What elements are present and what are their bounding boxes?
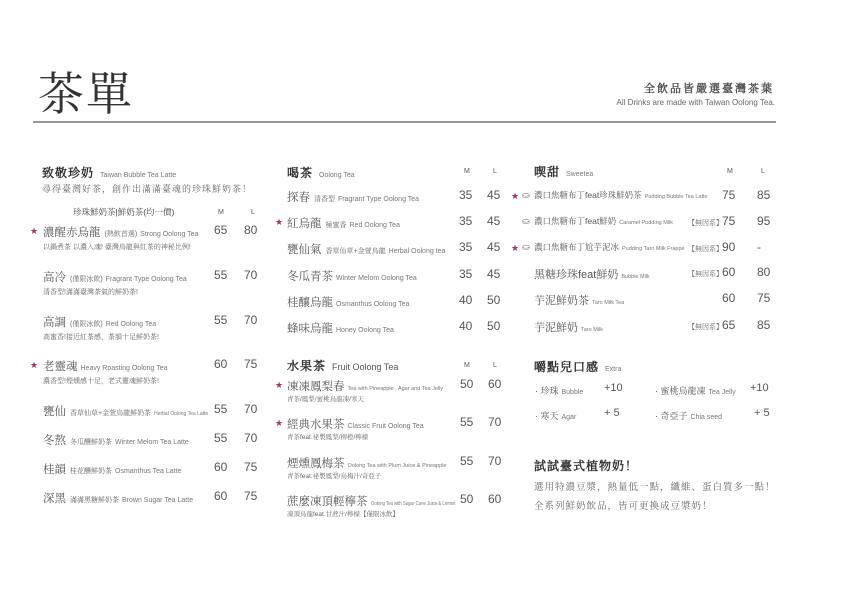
- price-m: 50: [460, 492, 474, 506]
- item-name-zh: 凍凍鳳梨春: [287, 381, 345, 393]
- item-name-zh: 桂韻: [43, 464, 66, 476]
- price-l: 75: [244, 489, 258, 503]
- price-l: 80: [757, 265, 771, 279]
- item-name-en: Oolong Tea with Sugar Cane Juice & Lemon: [370, 501, 455, 507]
- item-desc: 青茶/鳳梨/蜜桃烏龍凍/寒天: [287, 396, 364, 403]
- item-name: [43, 432, 189, 448]
- star-icon: ★: [30, 226, 39, 236]
- item-name-en: Fragrant Type Oolong Tea: [105, 276, 187, 283]
- item-note: 清香型: [314, 196, 335, 203]
- sweet-l-header: L: [761, 168, 765, 175]
- price-l: 85: [757, 188, 771, 202]
- item-note: 極蜜香: [325, 222, 347, 229]
- latte-subtitle: 尋得臺灣好茶，創作出滿滿臺魂的珍珠鮮奶茶！: [42, 184, 253, 194]
- fruit-m-header: M: [464, 362, 470, 369]
- item-name-zh: 高調: [43, 317, 66, 329]
- item-name-en: Red Oolong Tea: [349, 222, 400, 229]
- extra-price: +10: [604, 382, 623, 394]
- extra-name-en: Chia seed: [690, 414, 723, 421]
- item-name-zh: 冬熬: [43, 435, 66, 447]
- oolong-title-zh: 喝茶: [287, 166, 314, 180]
- extra-name: · 珍珠: [535, 386, 559, 396]
- price-l: 70: [244, 431, 258, 445]
- item-name-en: Brown Sugar Tea Latte: [122, 497, 194, 504]
- item-name-zh: 深黑: [43, 493, 66, 505]
- item-name-en: Classic Fruit Oolong Tea: [347, 423, 424, 430]
- item-name: [534, 266, 650, 282]
- item-name-zh: 紅烏龍: [287, 218, 322, 230]
- item-name-zh: 高冷: [43, 272, 66, 284]
- item-note: 冬瓜釀鮮奶茶: [70, 439, 112, 446]
- item-name: [287, 416, 424, 432]
- price-m: 60: [722, 265, 736, 279]
- price-l: 45: [487, 188, 501, 202]
- item-note: (僅限冰飲): [70, 321, 103, 328]
- latte-title-en: Taiwan Bubble Tea Latte: [100, 172, 177, 179]
- item-name: [287, 189, 419, 205]
- latte-l-header: L: [251, 209, 255, 216]
- price-m: 55: [460, 415, 474, 429]
- price-m: 65: [722, 318, 736, 332]
- item-name: [43, 358, 168, 374]
- fruit-l-header: L: [493, 362, 497, 369]
- price-m: 35: [459, 240, 473, 254]
- price-m: 60: [722, 291, 736, 305]
- price-l: 85: [757, 318, 771, 332]
- item-name-en: Oolong Tea with Plum Juice & Pineapple: [347, 463, 447, 469]
- plant-milk-line1: 選用特濃豆漿，熱量低一點，纖維、蛋白質多一點！: [534, 482, 776, 493]
- item-name: [43, 314, 156, 330]
- oolong-m-header: M: [464, 168, 470, 175]
- price-m: 55: [214, 268, 228, 282]
- item-desc: 青茶feat.祕製鳳梨/柳橙/檸檬: [287, 434, 369, 441]
- item-name: [287, 320, 394, 336]
- item-name-en: Heavy Roasting Oolong Tea: [80, 365, 168, 372]
- item-name-zh: 濃醒赤烏龍: [43, 227, 101, 239]
- item-name: [287, 215, 400, 231]
- item-name-en: Taro Milk Tea: [592, 300, 625, 306]
- item-name: [287, 378, 443, 394]
- price-l: 75: [244, 460, 258, 474]
- item-name: [43, 490, 193, 506]
- star-icon: ★: [275, 217, 284, 227]
- item-name-zh: 濃口焦糖布丁尬芋泥冰: [534, 242, 620, 252]
- extra-price: + 5: [754, 407, 770, 419]
- price-m: 55: [214, 402, 228, 416]
- price-m: 75: [722, 188, 736, 202]
- latte-m-header: M: [218, 209, 224, 216]
- extra-item: [655, 384, 736, 397]
- item-name-zh: 濃口焦糖布丁feat珍珠鮮奶茶: [534, 190, 642, 200]
- item-name: [287, 455, 446, 471]
- star-icon: ★: [511, 191, 520, 201]
- latte-title-zh: 致敬珍奶: [42, 166, 95, 180]
- sweet-title-en: Sweetea: [566, 171, 594, 178]
- price-l: 95: [757, 214, 771, 228]
- item-name-en: Bubble Milk: [621, 274, 650, 280]
- no-caffeine-tag: 【無因系】: [688, 324, 723, 331]
- price-l: 80: [244, 223, 258, 237]
- sweet-section-title: [534, 163, 593, 180]
- price-m: 60: [214, 460, 228, 474]
- price-l: 45: [487, 214, 501, 228]
- item-name: [287, 294, 409, 310]
- price-l: 50: [487, 293, 501, 307]
- plant-milk-line2: 全系列鮮奶飲品，皆可更換成豆漿奶！: [534, 501, 713, 512]
- extra-name-en: Agar: [561, 414, 577, 421]
- fruit-title-zh: 水果茶: [287, 359, 327, 373]
- extra-name: · 蜜桃烏龍凍: [655, 386, 706, 396]
- price-l: 50: [487, 319, 501, 333]
- price-m: 55: [460, 454, 474, 468]
- pudding-icon: ⛀: [522, 216, 530, 226]
- price-m: 65: [214, 223, 228, 237]
- item-name: [43, 461, 181, 477]
- price-l: 70: [244, 268, 258, 282]
- item-desc: 高蜜香!接近紅茶感，茶韻十足鮮奶茶!: [43, 334, 159, 341]
- item-name-en: Osmanthus Tea Latte: [115, 468, 182, 475]
- price-m: 40: [459, 319, 473, 333]
- extra-price: +10: [750, 382, 769, 394]
- item-name-en: Herbal Oolong tea: [388, 248, 446, 255]
- item-name-zh: 桂釀烏龍: [287, 297, 333, 309]
- extra-title-zh: 嚼點兒口感: [534, 360, 600, 374]
- price-m: 40: [459, 293, 473, 307]
- item-name: [534, 189, 708, 201]
- star-icon: ★: [30, 360, 39, 370]
- item-name: [43, 403, 208, 419]
- no-caffeine-tag: 【無因系】: [688, 246, 723, 253]
- extra-item: [535, 384, 583, 397]
- price-m: 75: [722, 214, 736, 228]
- price-m: 50: [460, 377, 474, 391]
- extra-name: · 奇亞子: [655, 411, 688, 421]
- no-caffeine-tag: 【無因系】: [688, 220, 723, 227]
- extra-name-en: Tea Jelly: [708, 389, 736, 396]
- item-note: 滿滿黑糖鮮奶茶: [70, 497, 119, 504]
- sweet-title-zh: 喫甜: [534, 165, 561, 179]
- extra-item: [535, 409, 576, 422]
- price-l: 75: [757, 291, 771, 305]
- extra-price: + 5: [604, 407, 620, 419]
- price-m: 35: [459, 267, 473, 281]
- item-name-en: Strong Oolong Tea: [140, 231, 199, 238]
- item-name-zh: 經典水果茶: [287, 419, 345, 431]
- extra-item: [655, 409, 722, 422]
- item-desc: 以鍋煮茶 以濃入魂! 臺灣烏龍與紅茶的神秘比例!: [43, 244, 191, 251]
- price-l: 45: [487, 240, 501, 254]
- fruit-title-en: Fruit Oolong Tea: [332, 362, 399, 372]
- item-note: 香草仙草+金萱烏龍: [325, 248, 386, 255]
- price-m: 55: [214, 431, 228, 445]
- item-note: 桂花釀鮮奶茶: [70, 468, 112, 475]
- item-name: [534, 241, 685, 253]
- price-l: 70: [244, 313, 258, 327]
- item-name-en: Pudding Bubble Tea Latte: [644, 194, 708, 200]
- plant-milk-title: 試試臺式植物奶！: [534, 459, 639, 473]
- item-name-zh: 黑糖珍珠feat鮮奶: [534, 269, 619, 281]
- no-caffeine-tag: 【無因系】: [688, 271, 723, 278]
- item-name-en: Osmanthus Oolong Tea: [336, 301, 410, 308]
- extra-section-title: [534, 358, 621, 375]
- item-name: [534, 292, 624, 308]
- item-name-en: Herbal Oolong Tea Latte: [154, 411, 209, 417]
- item-name-en: Taro Milk: [581, 327, 604, 333]
- item-name-zh: 探春: [287, 192, 310, 204]
- price-l: 45: [487, 267, 501, 281]
- tagline-zh: 全飲品皆嚴選臺灣茶葉: [644, 83, 774, 95]
- item-name-zh: 芋泥鮮奶茶: [534, 295, 589, 307]
- item-name-en: Red Oolong Tea: [105, 321, 157, 328]
- oolong-l-header: L: [493, 168, 497, 175]
- item-name-zh: 蜂味烏龍: [287, 323, 333, 335]
- fruit-section-title: [287, 357, 398, 374]
- price-m: 55: [214, 313, 228, 327]
- pudding-icon: ⛀: [522, 242, 530, 252]
- item-name-zh: 甕仙: [43, 406, 66, 418]
- item-name-zh: 冬瓜青茶: [287, 271, 333, 283]
- latte-subheader: 珍珠鮮奶茶|鮮奶茶(均一價): [73, 207, 175, 217]
- pudding-icon: ⛀: [522, 190, 530, 200]
- tagline-en: All Drinks are made with Taiwan Oolong Tea.: [616, 98, 775, 107]
- star-icon: ★: [275, 418, 284, 428]
- item-name: [534, 215, 673, 227]
- price-l: 75: [244, 357, 258, 371]
- extra-title-en: Extra: [605, 366, 622, 373]
- star-icon: ★: [511, 243, 520, 253]
- item-name-zh: 濃口焦糖布丁feat鮮奶: [534, 216, 617, 226]
- item-name-en: Honey Oolong Tea: [336, 327, 394, 334]
- extra-name: · 寒天: [535, 411, 559, 421]
- price-l: 60: [488, 377, 502, 391]
- item-name-zh: 煙燻鳳梅茶: [287, 458, 345, 470]
- item-name-zh: 芋泥鮮奶: [534, 322, 578, 334]
- header-divider: [33, 121, 776, 123]
- item-note: 香草仙草+金萱烏龍鮮奶茶: [70, 410, 152, 417]
- extra-name-en: Bubble: [561, 389, 584, 396]
- item-name-en: Pudding Taro Milk Frappe: [622, 246, 685, 252]
- item-name-zh: 老靈魂: [43, 361, 78, 373]
- item-name-en: Tea with Pineapple , Agar and Tea Jelly: [347, 386, 444, 392]
- item-name-en: Winter Melom Tea Latte: [115, 439, 189, 446]
- price-l: 70: [488, 415, 502, 429]
- price-m: 35: [459, 188, 473, 202]
- item-name: [43, 224, 198, 240]
- item-note: (熱飲首選): [104, 231, 138, 238]
- latte-section-title: [42, 164, 176, 181]
- item-name: [287, 241, 445, 257]
- price-l: 70: [488, 454, 502, 468]
- price-m: 60: [214, 357, 228, 371]
- sweet-m-header: M: [727, 168, 733, 175]
- item-note: (僅限冰飲): [70, 276, 103, 283]
- item-name-en: Winter Melom Oolong Tea: [336, 275, 417, 282]
- price-l: -: [757, 240, 761, 254]
- price-l: 60: [488, 492, 502, 506]
- item-name-en: Caramel Pudding Milk: [619, 220, 673, 226]
- item-desc: 青茶feat.祕製鳳梨/烏梅汁/奇亞子: [287, 473, 382, 480]
- item-name: [43, 269, 187, 285]
- item-name: [287, 268, 417, 284]
- price-m: 90: [722, 240, 736, 254]
- item-desc: 濃香型!煙燻感十足，老式靈魂鮮奶茶!: [43, 378, 159, 385]
- item-name-zh: 蔗麼凍頂輕檸茶: [287, 496, 368, 508]
- item-desc: 清香型!滿滿臺灣茶氣的鮮奶茶!: [43, 289, 138, 296]
- item-name-zh: 甕仙氣: [287, 244, 322, 256]
- oolong-title-en: Oolong Tea: [319, 172, 355, 179]
- price-m: 60: [214, 489, 228, 503]
- oolong-section-title: [287, 164, 355, 181]
- item-desc: 凍頂烏龍feat.甘蔗汁/檸檬【僅限冰飲】: [287, 511, 399, 518]
- price-l: 70: [244, 402, 258, 416]
- item-name-en: Fragrant Type Oolong Tea: [338, 196, 420, 203]
- item-name: [534, 319, 603, 335]
- star-icon: ★: [275, 380, 284, 390]
- item-name: [287, 493, 455, 509]
- page-title: 茶單: [38, 67, 134, 121]
- price-m: 35: [459, 214, 473, 228]
